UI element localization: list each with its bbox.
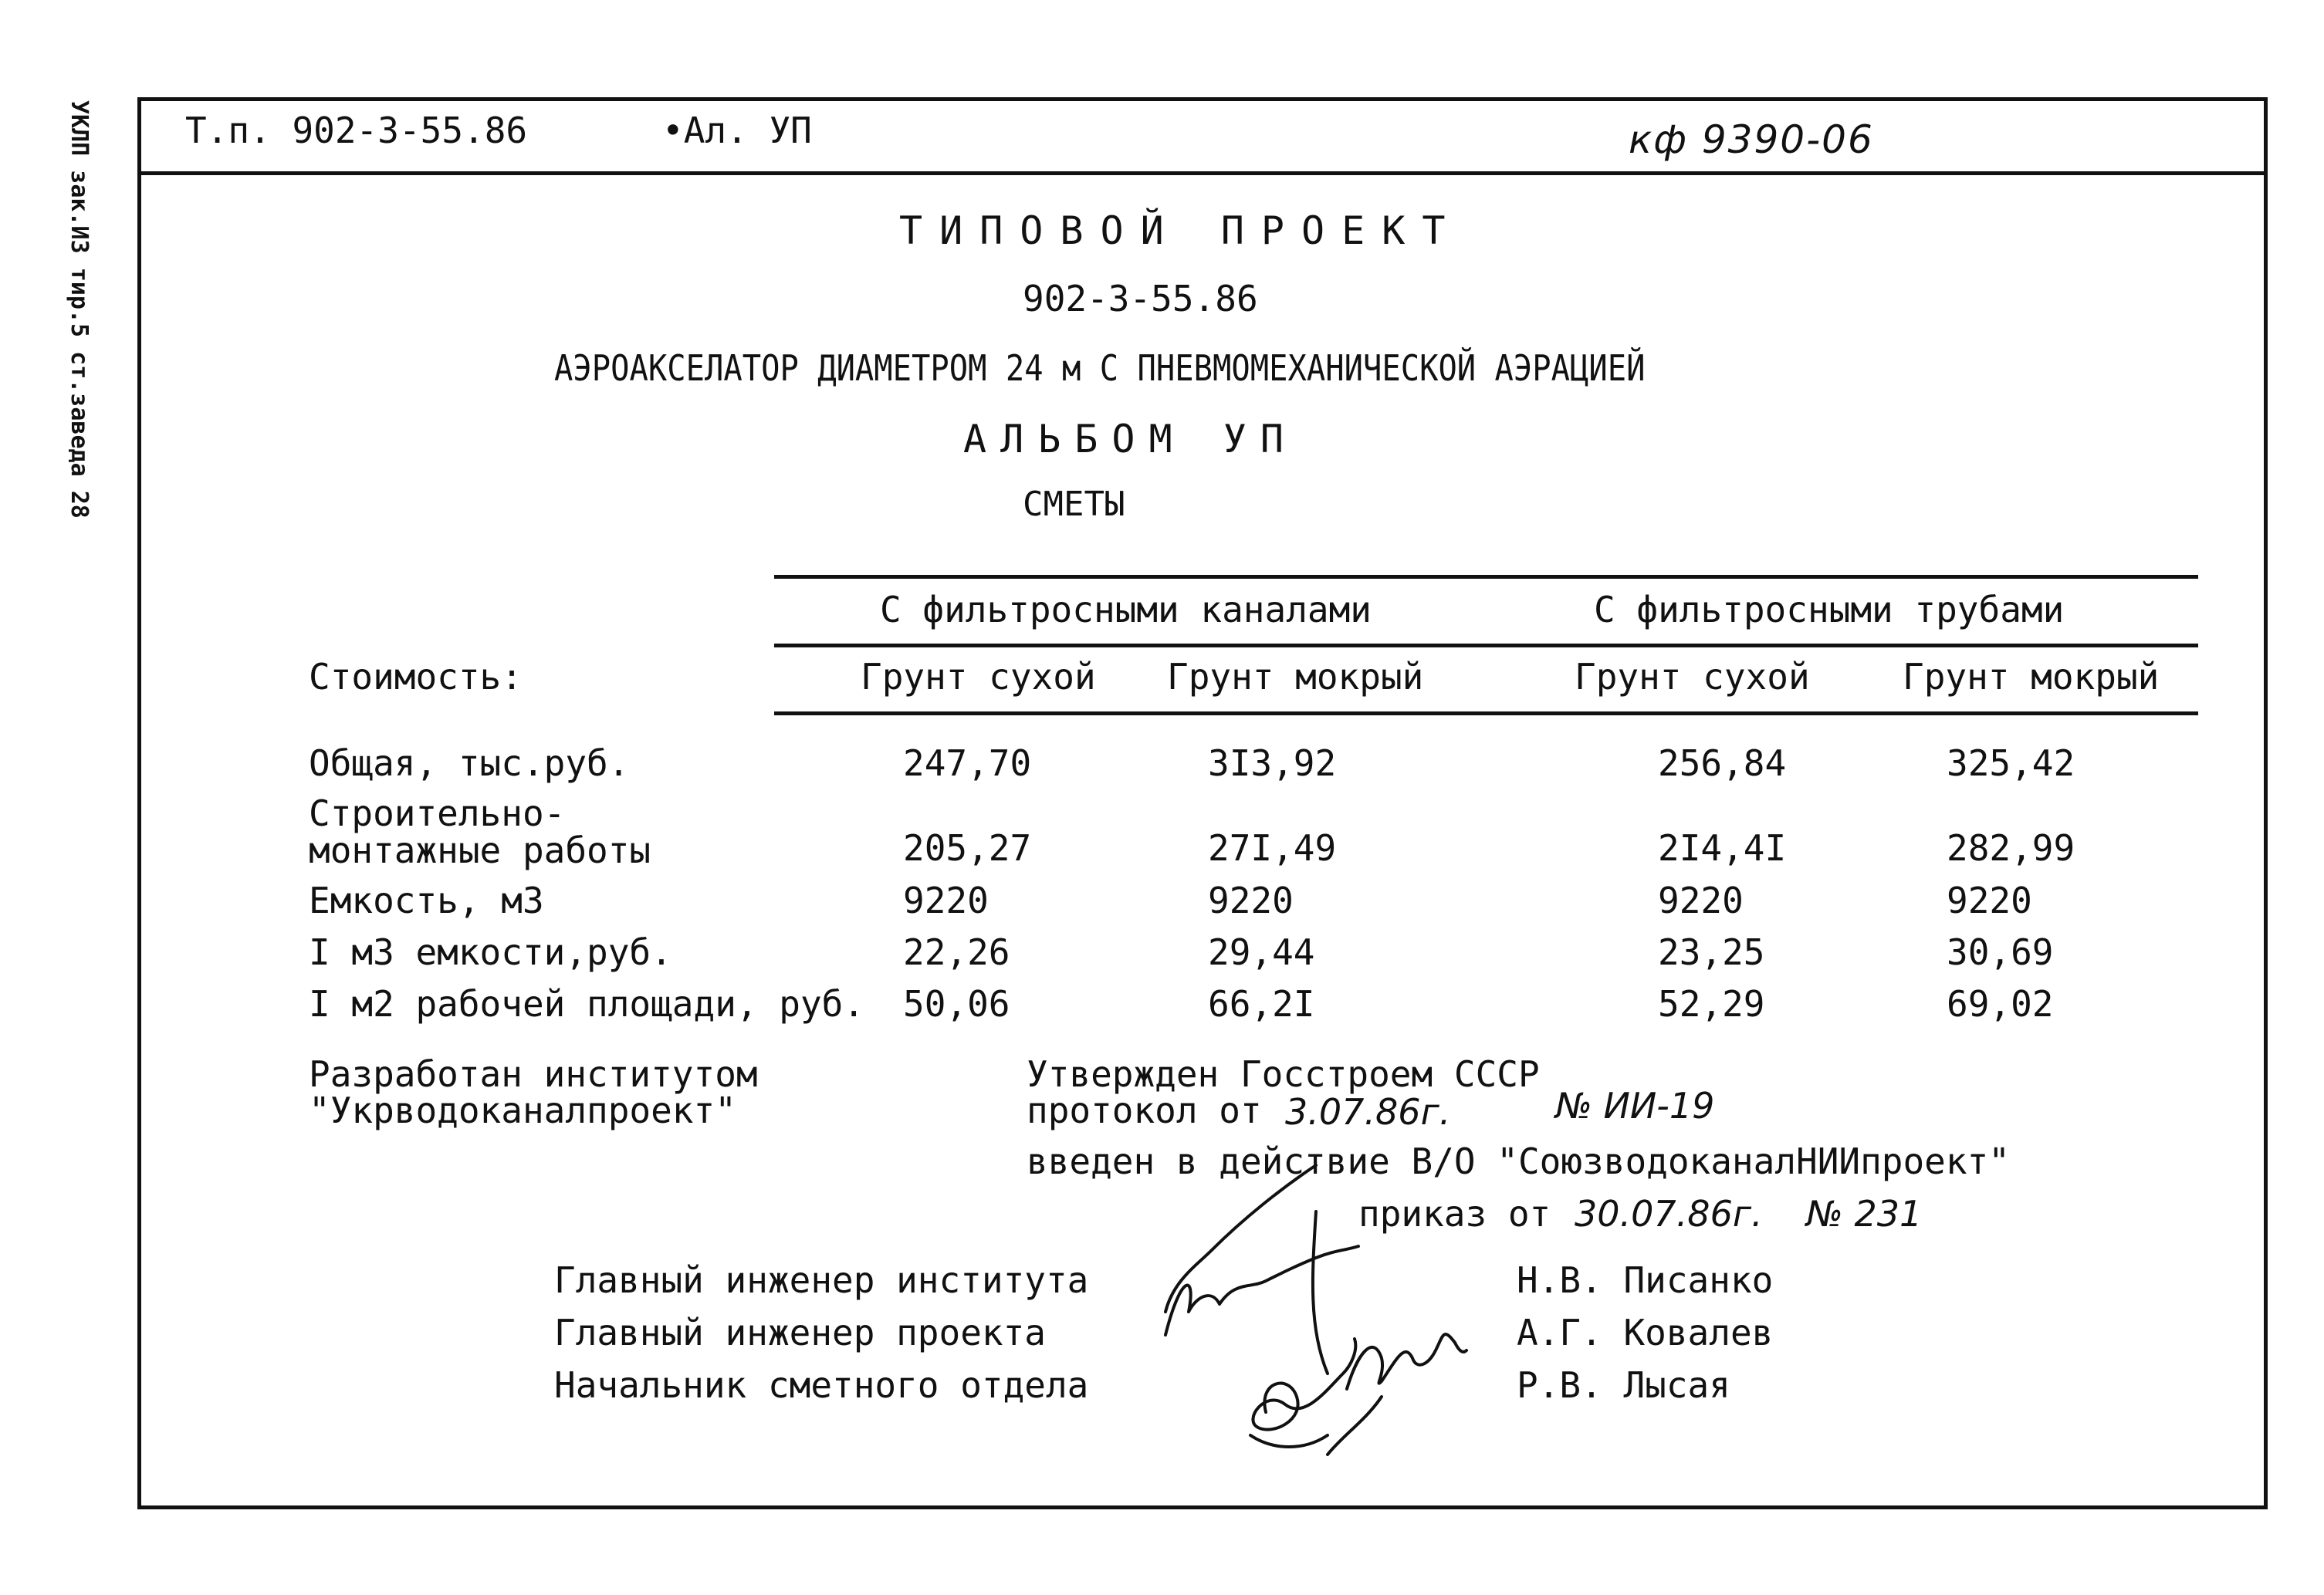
row-label: I м2 рабочей площади, руб. — [309, 983, 865, 1025]
table-cell: 282,99 — [1947, 827, 2075, 869]
signatory-name: Р.В. Лысая — [1517, 1364, 1730, 1406]
approval-line1: Утвержден Госстроем СССР — [1027, 1053, 1540, 1095]
title-section: СМЕТЫ — [1023, 485, 1125, 524]
header-album: •Ал. УП — [662, 110, 812, 151]
row-header-cost: Стоимость: — [309, 656, 523, 698]
table-cell: 23,25 — [1658, 931, 1765, 973]
table-cell: 9220 — [1208, 880, 1294, 921]
table-cell: 30,69 — [1947, 931, 2054, 973]
column-header: Грунт мокрый — [1903, 656, 2160, 698]
signatory-role: Главный инженер проекта — [554, 1312, 1046, 1353]
side-stamp: УКЛП зак.И3 тир.5 ст.заведа 28 — [66, 100, 93, 519]
table-cell: 205,27 — [903, 827, 1032, 869]
signatory-role: Начальник сметного отдела — [554, 1364, 1089, 1406]
protocol-number: № ИИ-19 — [1555, 1085, 1715, 1127]
table-cell: 3I3,92 — [1208, 742, 1337, 784]
table-cell: 29,44 — [1208, 931, 1315, 973]
order-date: 30.07.86г. — [1575, 1193, 1763, 1235]
developer-line2: "Укрводоканалпроект" — [309, 1090, 736, 1131]
order-label: приказ от — [1358, 1193, 1551, 1235]
table-rule-mid — [774, 644, 2198, 647]
title-album: АЛЬБОМ УП — [963, 417, 1297, 461]
protocol-label: протокол от — [1027, 1090, 1262, 1131]
title-line1: ТИПОВОЙ ПРОЕКТ — [899, 208, 1463, 253]
table-cell: 50,06 — [903, 983, 1010, 1025]
table-cell: 22,26 — [903, 931, 1010, 973]
table-rule-top — [774, 575, 2198, 579]
table-cell: 325,42 — [1947, 742, 2075, 784]
signatory-name: Н.В. Писанко — [1517, 1259, 1774, 1301]
table-rule-bottom — [774, 711, 2198, 715]
signatory-role: Главный инженер института — [554, 1259, 1089, 1301]
table-cell: 9220 — [1658, 880, 1744, 921]
column-header: Грунт сухой — [861, 656, 1096, 698]
group-header-channels: С фильтросными каналами — [880, 589, 1372, 630]
row-label: Емкость, м3 — [309, 880, 544, 921]
table-cell: 69,02 — [1947, 983, 2054, 1025]
group-header-pipes: С фильтросными трубами — [1594, 589, 2065, 630]
table-cell: 9220 — [1947, 880, 2032, 921]
header-code: кф 9390-06 — [1629, 117, 1874, 162]
title-subject: АЭРОАКСЕЛАТОР ДИАМЕТРОМ 24 м С ПНЕВМОМЕХАНИЧЕСКОЙ АЭРАЦИЕЙ — [554, 347, 1646, 389]
table-cell: 66,2I — [1208, 983, 1315, 1025]
developer-line1: Разработан институтом — [309, 1053, 758, 1095]
table-cell: 247,70 — [903, 742, 1032, 784]
table-cell: 27I,49 — [1208, 827, 1337, 869]
protocol-date: 3.07.86г. — [1285, 1091, 1451, 1133]
column-header: Грунт сухой — [1575, 656, 1810, 698]
row-label: Строительно- монтажные работы — [309, 792, 651, 871]
header-divider — [137, 171, 2268, 175]
title-number: 902-3-55.86 — [1023, 278, 1258, 319]
table-cell: 2I4,4I — [1658, 827, 1787, 869]
table-cell: 9220 — [903, 880, 989, 921]
signature-image — [1150, 1157, 1521, 1466]
table-cell: 52,29 — [1658, 983, 1765, 1025]
header-tp: Т.п. 902-3-55.86 — [185, 110, 528, 151]
column-header: Грунт мокрый — [1167, 656, 1424, 698]
order-number: № 231 — [1806, 1193, 1923, 1235]
signatory-name: А.Г. Ковалев — [1517, 1312, 1774, 1353]
row-label: Общая, тыс.руб. — [309, 742, 630, 784]
approval-line3: введен в действие В/О "СоюзводоканалНИИпроект" — [1027, 1140, 2010, 1182]
table-cell: 256,84 — [1658, 742, 1787, 784]
row-label: I м3 емкости,руб. — [309, 931, 672, 973]
